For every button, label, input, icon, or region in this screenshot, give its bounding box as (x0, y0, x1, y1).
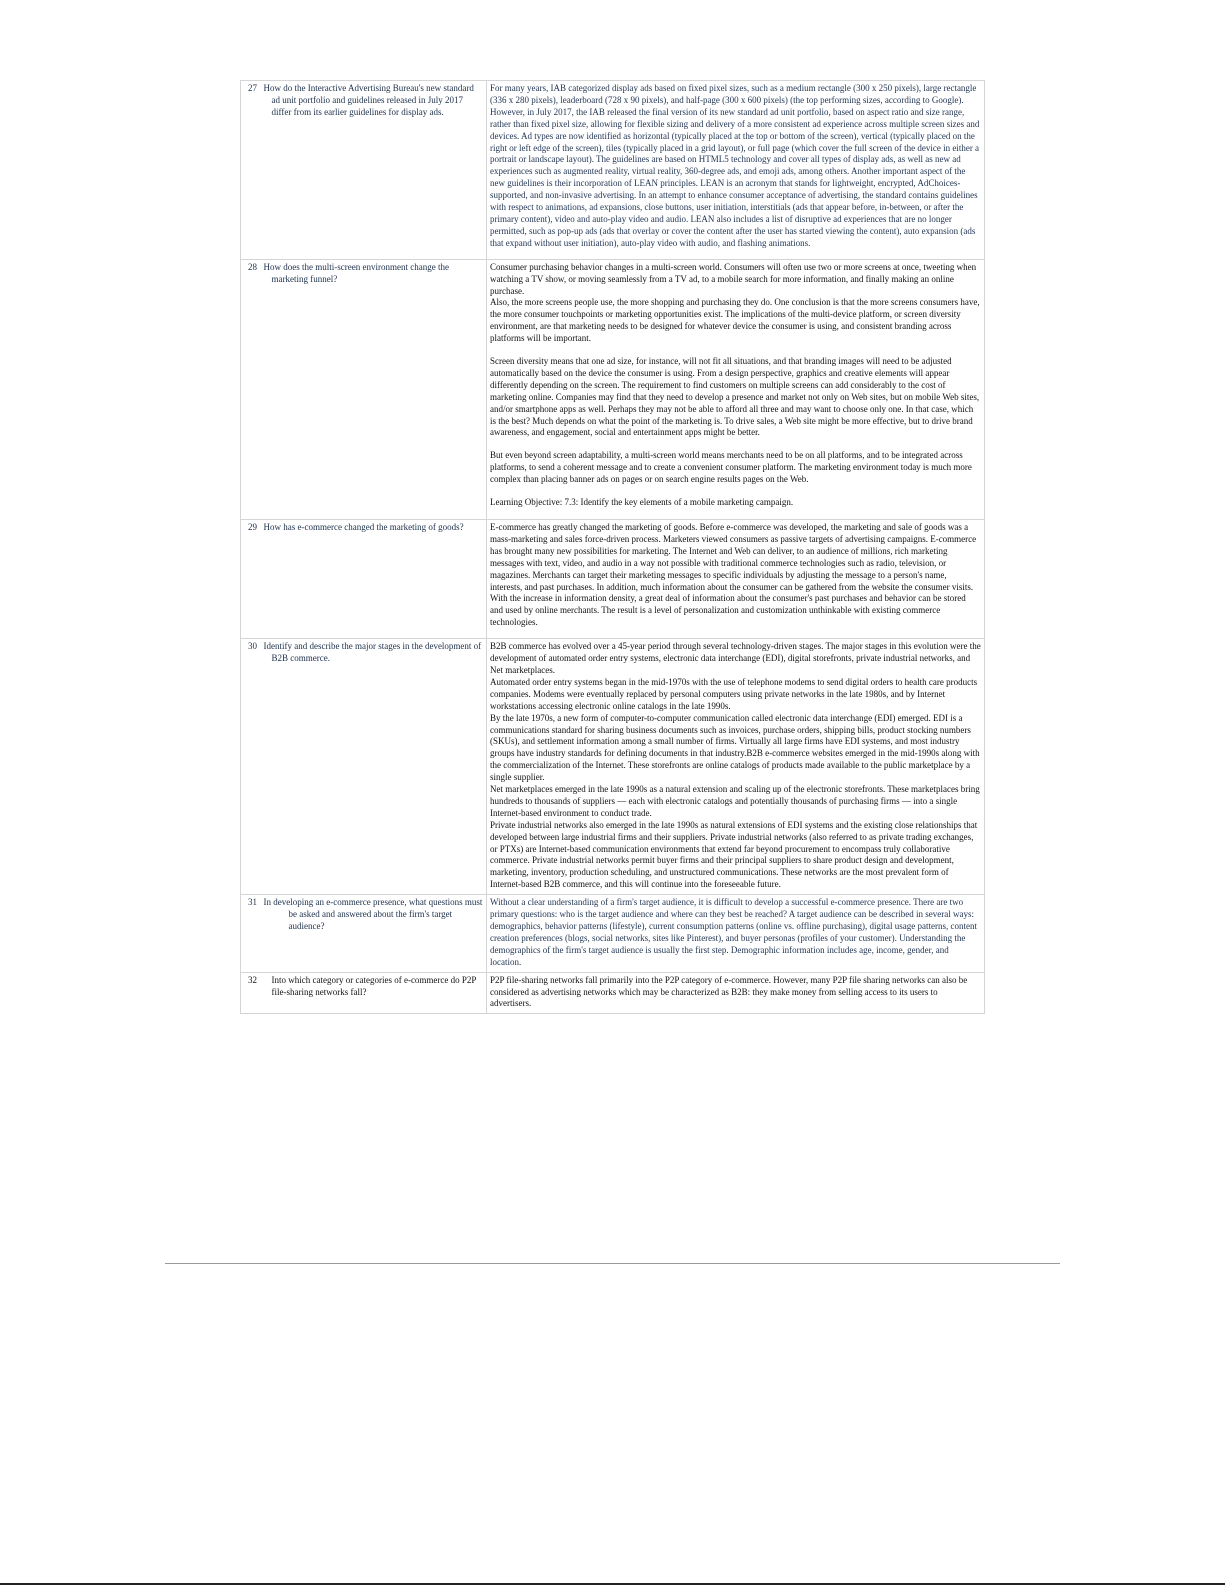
answer-paragraph: Screen diversity means that one ad size, for instance, will not fit all situations, and that branding images will need to be adjusted automatically based on the device the consumer is using. From a design perspective, graphics and creative elements will appear differently depending on the screen. The requirement to find customers on multiple screens can add considerably to the cost of marketing online. Companies may find that they need to develop a presence and market not only on Web sites, but on mobile Web sites, and/or smartphone apps as well. Perhaps they may not be able to afford all three and may want to choose only one. In that case, which is the best? Much depends on what the point of the marketing is. To drive sales, a Web site might be more effective, but to drive brand awareness, and engagement, social and entertainment apps might be better. (490, 356, 980, 438)
question-cell (264, 520, 487, 639)
table-row (241, 972, 985, 1014)
question-cell (264, 895, 487, 972)
answer-paragraph: Without a clear understanding of a firm's target audience, it is difficult to develop a successful e-commerce presence. There are two primary questions: who is the target audience and where can they best be reached? A target audience can be described in several ways: demographics, behavior patterns (lifestyle), current consumption patterns (online vs. offline purchasing), digital usage patterns, content creation preferences (blogs, social networks, sites like Pinterest), and buyer personas (profiles of your customer). Understanding the demographics of the firm's target audience is usually the first step. Demographic information includes age, income, gender, and location. (490, 897, 977, 967)
answer-paragraph: Consumer purchasing behavior changes in a multi-screen world. Consumers will often use two or more screens at once, tweeting when watching a TV show, or moving seamlessly from a TV ad, to a mobile search for more information, and finally making an online purchase. (490, 261, 977, 296)
answer-paragraph: Private industrial networks also emerged in the late 1990s as natural extensions of EDI systems and the existing close relationships that developed between large industrial firms and their suppliers. Private industrial networks (also referred to as private trading exchanges, or PTXs) are Internet-based communication environments that extend far beyond procurement to encompass truly collaborative commerce. Private industrial networks permit buyer firms and their principal suppliers to share product design and development, marketing, inventory, production scheduling, and unstructured communications. These networks are the most prevalent form of Internet-based B2B commerce, and this will continue into the foreseeable future. (490, 819, 978, 890)
answer-paragraph: Net marketplaces emerged in the late 1990s as a natural extension and scaling up of the electronic storefronts. These marketplaces bring hundreds to thousands of suppliers — each with electronic catalogs and potentially thousands of purchasing firms — into a single Internet-based environment to conduct trade. (490, 784, 980, 818)
answer-cell (487, 259, 985, 519)
answer-paragraph: Automated order entry systems began in the mid-1970s with the use of telephone modems to send digital orders to health care products companies. Modems were eventually replaced by personal computers using private networks in the late 1980s, and by Internet workstations accessing electronic online catalogs in the late 1990s. (490, 676, 978, 711)
question-text: How does the multi-screen environment change the marketing funnel? (263, 261, 449, 284)
question-number: 32 (241, 972, 264, 1014)
table-row (241, 520, 985, 639)
answer-cell (487, 520, 985, 639)
answer-paragraph: Also, the more screens people use, the more shopping and purchasing they do. One conclusion is that the more screens consumers have, the more consumer touchpoints or marketing opportunities exist. The implications of the multi-device platform, or screen diversity environment, are that marketing needs to be designed for whatever device the consumer is using, and consistent branding across platforms will be important. (490, 297, 980, 344)
answer-paragraph: P2P file-sharing networks fall primarily into the P2P category of e-commerce. However, many P2P file sharing networks can also be considered as advertising networks which may be characterized as B2B: they make money from selling access to its users to advertisers. (490, 974, 968, 1009)
answer-paragraph: But even beyond screen adaptability, a multi-screen world means merchants need to be on all platforms, and to be integrated across platforms, to send a coherent message and to create a convenient consumer platform. The marketing environment today is much more complex than placing banner ads on pages or on search engine results pages on the Web. (490, 450, 972, 485)
answer-paragraph: B2B commerce has evolved over a 45-year period through several technology-driven stages. The major stages in this evolution were the development of automated order entry systems, electronic data interchange (EDI), digital storefronts, private industrial networks, and Net marketplaces. (490, 641, 981, 675)
question-number: 29 (241, 520, 264, 639)
page-footer-divider (165, 1263, 1060, 1264)
question-number: 27 (241, 81, 264, 260)
question-answer-table (240, 80, 985, 1014)
question-number: 30 (241, 639, 264, 895)
answer-paragraph: For many years, IAB categorized display ads based on fixed pixel sizes, such as a medium rectangle (300 x 250 pixels), large rectangle (336 x 280 pixels), leaderboard (728 x 90 pixels), and half-page (300 x 600 pixels) (the top performing sizes, according to Google). However, in July 2017, the IAB released the final version of its new standard ad unit portfolio, based on aspect ratio and size range, rather than fixed pixel size, allowing for flexible sizing and delivery of a more consistent ad experience across multiple screen sizes and devices. Ad types are now identified as horizontal (typically placed at the top or bottom of the screen), vertical (typically placed on the right or left edge of the screen), tiles (typically placed in a grid layout), or full page (which cover the full screen of the device in either a portrait or landscape layout). The guidelines are based on HTML5 technology and cover all types of display ads, as well as new ad experiences such as augmented reality, virtual reality, 360-degree ads, and emoji ads, among others. Another important aspect of the new guidelines is their incorporation of LEAN principles. LEAN is an acronym that stands for lightweight, encrypted, AdChoices-supported, and non-invasive advertising. In an attempt to enhance consumer acceptance of advertising, the standard contains guidelines with respect to animations, ad expansions, close buttons, user initiation, interstitials (ads that appear before, in-between, or after the primary content), video and auto-play video and audio. LEAN also includes a list of disruptive ad experiences that are no longer permitted, such as pop-up ads (ads that overlay or cover the content after the user has started viewing the content), auto expansion (ads that expand without user initiation), auto-play video with audio, and flashing animations. (490, 83, 980, 248)
answer-paragraph: E-commerce has greatly changed the marketing of goods. Before e-commerce was developed, the marketing and sale of goods was a mass-marketing and sales force-driven process. Marketers viewed consumers as passive targets of advertising campaigns. E-commerce has brought many new possibilities for marketing. The Internet and Web can deliver, to an audience of millions, rich marketing messages with text, video, and audio in a way not possible with traditional commerce technologies such as radio, television, or magazines. Merchants can target their marketing messages to specific individuals by adjusting the message to a person's name, interests, and past purchases. In addition, much information about the consumer can be gathered from the website the consumer visits. With the increase in information density, a great deal of information about the consumer's past purchases and behavior can be stored and used by online merchants. The result is a level of personalization and customization unthinkable with existing commerce technologies. (490, 522, 977, 628)
question-text: How has e-commerce changed the marketing of goods? (263, 522, 464, 532)
question-cell (264, 81, 487, 260)
question-text: Into which category or categories of e-commerce do P2P file-sharing networks fall? (271, 974, 477, 997)
question-number: 31 (241, 895, 264, 972)
table-row (241, 639, 985, 895)
question-text: In developing an e-commerce presence, what questions must be asked and answered about the firm's target audience? (263, 897, 483, 931)
table-row (241, 81, 985, 260)
question-text: Identify and describe the major stages in the development of B2B commerce. (263, 641, 482, 664)
learning-objective: Learning Objective: 7.3: Identify the key elements of a mobile marketing campaign. (490, 497, 794, 508)
answer-cell (487, 895, 985, 972)
answer-cell (487, 81, 985, 260)
answer-paragraph: By the late 1970s, a new form of computer-to-computer communication called electronic data interchange (EDI) emerged. EDI is a communications standard for sharing business documents such as invoices, purchase orders, shipping bills, product stocking numbers (SKUs), and settlement information among a small number of firms. Virtually all large firms have EDI systems, and most industry groups have industry standards for defining documents in that industry.B2B e-commerce websites emerged in the mid-1990s along with the commercialization of the Internet. These storefronts are online catalogs of products made available to the public marketplace by a single supplier. (490, 712, 980, 783)
answer-cell (487, 639, 985, 895)
table-row (241, 259, 985, 519)
question-cell (264, 639, 487, 895)
question-cell (264, 972, 487, 1014)
answer-cell (487, 972, 985, 1014)
question-cell (264, 259, 487, 519)
table-row (241, 895, 985, 972)
question-text: How do the Interactive Advertising Bureau's new standard ad unit portfolio and guidelines released in July 2017 differ from its earlier guidelines for display ads. (263, 83, 474, 117)
question-number: 28 (241, 259, 264, 519)
